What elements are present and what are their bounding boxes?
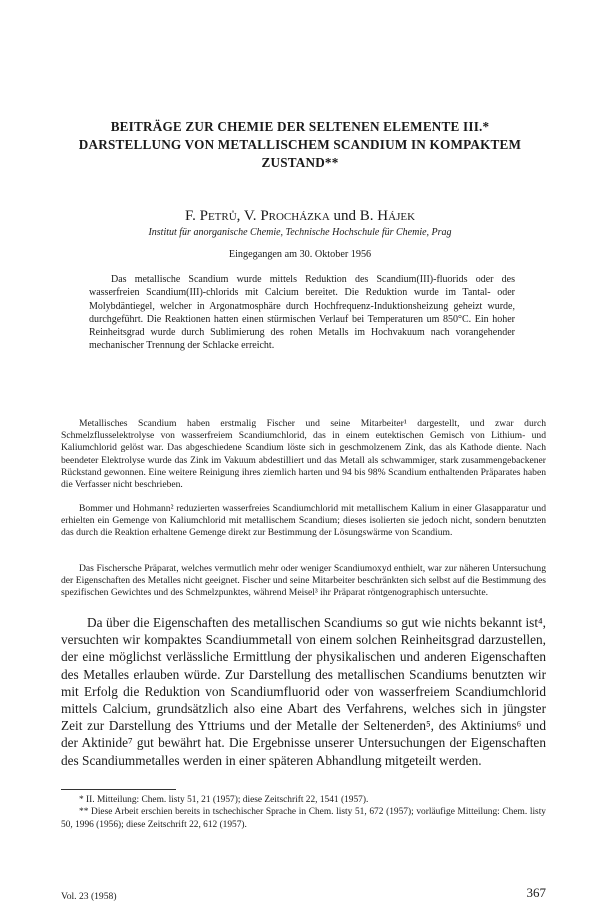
footnotes [61, 794, 546, 831]
footnote-1: * II. Mitteilung: Chem. listy 51, 21 (1957); diese Zeitschrift 22, 1541 (1957). [79, 795, 369, 805]
page-number: 367 [526, 885, 546, 900]
author-line [0, 207, 600, 225]
author-1-initial: F. [184, 208, 200, 224]
abstract-text: Das metallische Scandium wurde mittels Reduktion des Scandium(III)-fluorids oder des wasserfreien Scandium(III)-chlorids mit Calcium bereitet. Die Reduktion wurde im Tantal- oder Molybdäntiegel, welcher in Argonatmosphäre durch Hochfrequenz-Induktionsheizung geheizt wurde, durchgeführt. Die Reaktionen hatten einen stürmischen Verlauf bei Temperaturen um 850°C. Ein hoher Reinheitsgrad wurde durch Sublimierung des rohen Metalls im Hochvakuum nach vorangehender mechanischer Trennung der Schlacke erreicht. [89, 274, 515, 352]
footnote-divider [61, 789, 176, 790]
main-body [61, 614, 546, 769]
intro-paragraph-3 [61, 563, 546, 600]
volume-info: Vol. 23 (1958) [61, 891, 117, 902]
author-separator-1: , V. [236, 208, 261, 224]
main-paragraph: Da über die Eigenschaften des metallischen Scandiums so gut wie nichts bekannt ist⁴, versuchten wir kompaktes Scandiummetall von einem solchen Reinheitsgrad darzustellen, der eine möglichst verlässliche Ermittlung der physikalischen und anderen Eigenschaften des Metalles erlauben würde. Zur Darstellung des metallischen Scandiums benutzten wir mit Erfolg die Reduktion von Scandiumfluorid oder von wasserfreiem Scandiumchlorid mittels Calcium, grundsätzlich also eine Abart des Verfahrens, welches sich in jüngster Zeit zur Darstellung des Yttriums und der Metalle der Seltenerden⁵, des Aktiniums⁶ und der Aktinide⁷ gut bewährt hat. Die Ergebnisse unserer Untersuchungen der Eigenschaften des Scandiummetalles werden in einer späteren Abhandlung mitgeteilt werden. [61, 615, 546, 768]
paragraph-text: Bommer und Hohmann² reduzierten wasserfreies Scandiumchlorid mit metallischem Kalium in einer Glasapparatur und erhielten ein Gemenge von Kaliumchlorid mit metallischem Scandium; dieses isolierten sie jedoch nicht, sondern benutzten das durch die Reaktion erhaltene Gemenge direkt zur Bestimmung der Lösungswärme von Scandium. [61, 503, 546, 539]
author-3-name: Hájek [377, 208, 416, 224]
article-title [50, 118, 550, 172]
intro-paragraph-2 [61, 503, 546, 540]
title-line-3: ZUSTAND** [261, 155, 339, 170]
paragraph-text: Metallisches Scandium haben erstmalig Fischer und seine Mitarbeiter¹ dargestellt, und zwar durch Schmelzflusselektrolyse von wasserfreiem Scandiumchlorid, das in einem eutektischen Gemisch von Lithium- und Kaliumchlorid gelöst war. Das abgeschiedene Scandium löste sich in geschmolzenem Zink, das als Kathode diente. Nach beendeter Elektrolyse wurde das Zink im Vakuum abdestilliert und das Metall als schwammiger, stark zusammengebackener Rückstand gewonnen. Eine weitere Reinigung ihres ziemlich harten und 94 bis 98% Scandium enthaltenden Präparates haben die Verfasser nicht beschrieben. [61, 418, 546, 491]
abstract [89, 273, 515, 353]
author-1-name: Petrů [199, 208, 237, 224]
received-date: Eingegangen am 30. Oktober 1956 [228, 249, 372, 260]
paragraph-text: Das Fischersche Präparat, welches vermutlich mehr oder weniger Scandiumoxyd enthielt, war zur näheren Untersuchung der Eigenschaften des Metalles nicht geeignet. Fischer und seine Mitarbeiter beschränkten sich selbst auf die Bestimmung des spezifischen Gewichtes und des Schmelzpunktes, während Meisel³ ihr Präparat röntgenographisch untersuchte. [61, 563, 546, 599]
author-separator-2: und B. [329, 208, 378, 224]
intro-paragraph-1 [61, 418, 546, 491]
title-line-2: DARSTELLUNG VON METALLISCHEM SCANDIUM IN KOMPAKTEM [78, 137, 522, 152]
author-2-name: Procházka [260, 208, 330, 224]
institute-affiliation: Institut für anorganische Chemie, Technische Hochschule für Chemie, Prag [148, 227, 452, 238]
footnote-2: ** Diese Arbeit erschien bereits in tschechischer Sprache in Chem. listy 51, 672 (1957); vorläufige Mitteilung: Chem. listy 50, 1996 (1956); diese Zeitschrift 22, 612 (1957). [61, 807, 546, 830]
title-line-1: BEITRÄGE ZUR CHEMIE DER SELTENEN ELEMENTE III.* [110, 119, 490, 134]
